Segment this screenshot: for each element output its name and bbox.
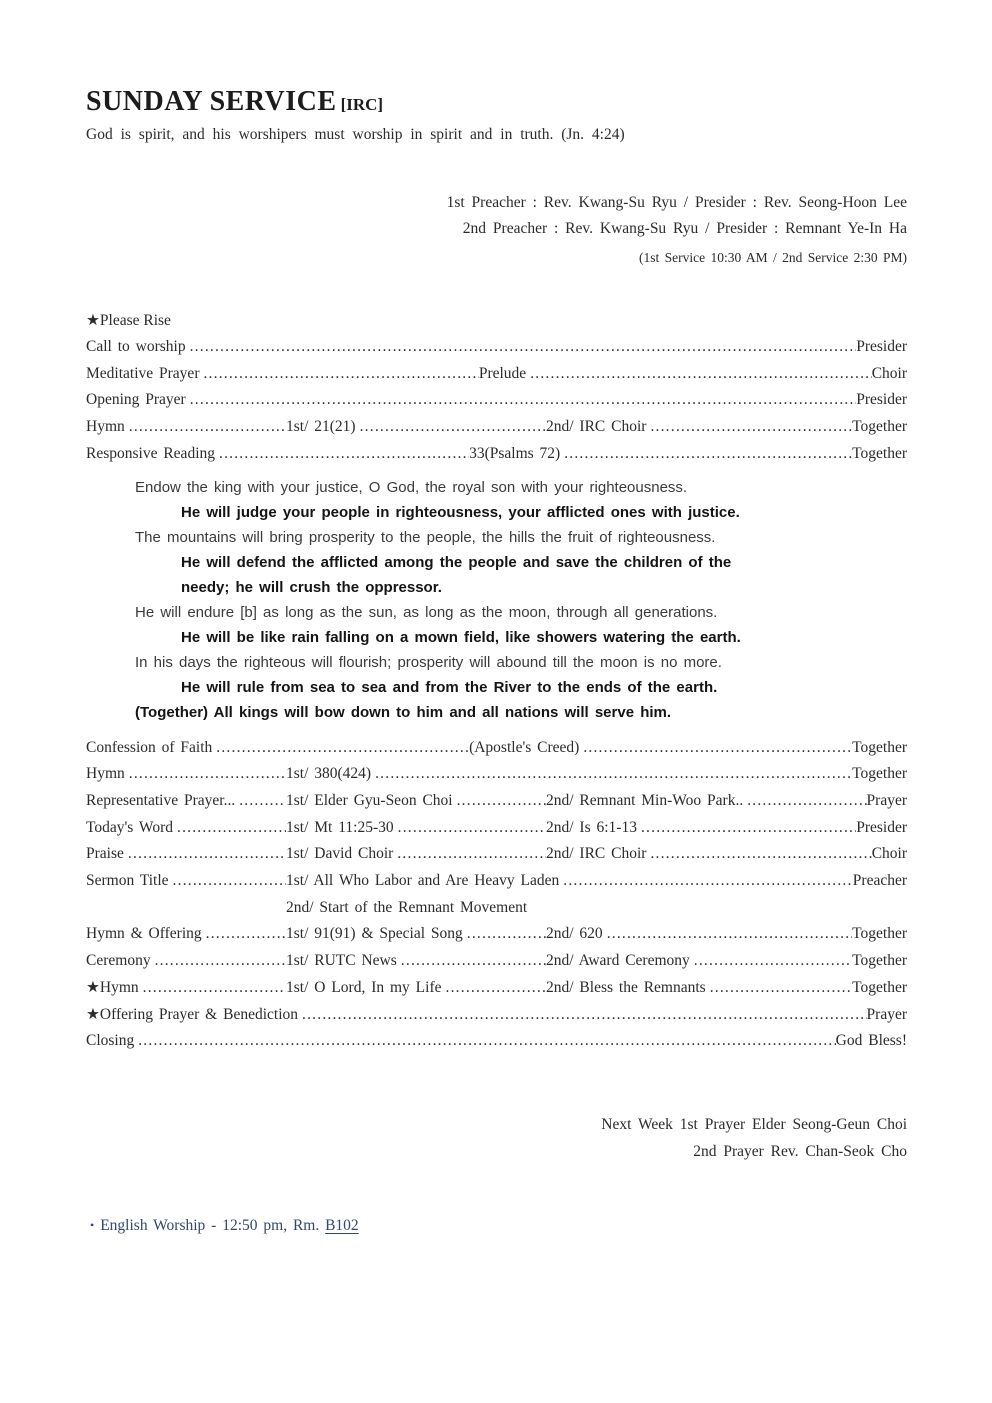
program-cell-group (479, 361, 872, 388)
dot-leader (397, 948, 546, 975)
program-cell-group (546, 788, 867, 815)
dot-leader (559, 868, 853, 895)
next-week-block (86, 1111, 907, 1165)
program-row (86, 868, 907, 895)
program-cell-group (852, 761, 907, 788)
program-cell-group (86, 761, 286, 788)
program-row (86, 815, 907, 842)
program-cell-group (286, 921, 546, 948)
dot-leader (215, 441, 469, 468)
dot-leader (202, 921, 286, 948)
program-cell-group (86, 815, 286, 842)
program-cell-group (286, 948, 546, 975)
english-worship-note (86, 1217, 907, 1235)
program-cell-group (86, 1028, 836, 1055)
scripture-subtitle: God is spirit, and his worshipers must worship in spirit and in truth. (Jn. 4:24) (86, 126, 625, 143)
dot-leader (579, 735, 852, 762)
program-cell: 1st/ All Who Labor and Are Heavy Laden (286, 872, 560, 890)
preacher-line-1: 1st Preacher : Rev. Kwang-Su Ryu / Presider : Rev. Seong-Hoon Lee (446, 194, 907, 211)
program-row (86, 1028, 907, 1055)
dot-leader (212, 735, 469, 762)
program-cell-group (469, 735, 852, 762)
program-cell-group (872, 841, 907, 868)
program-cell: Call to worship (86, 338, 186, 355)
dot-leader (463, 921, 546, 948)
program-cell: 2nd/ 620 (546, 925, 603, 943)
program-row (86, 948, 907, 975)
reading-line: He will endure [b] as long as the sun, as long as the moon, through all generations. (135, 603, 718, 621)
program-row: 2nd/ Start of the Remnant Movement (286, 898, 528, 916)
program-row (86, 975, 907, 1002)
program-cell: ★Hymn (86, 978, 139, 996)
dot-leader (134, 1028, 835, 1055)
program-cell-group (86, 334, 856, 361)
program-cell-group (852, 948, 907, 975)
program-cell: ★Offering Prayer & Benediction (86, 1005, 299, 1023)
dot-leader (169, 868, 286, 895)
program-cell-group (286, 815, 546, 842)
program-cell: 1st/ 380(424) (286, 765, 372, 783)
program-cell: Choir (871, 364, 907, 382)
program-cell-group (286, 761, 852, 788)
program-cell: Choir (871, 845, 907, 863)
program-cell: Presider (856, 818, 907, 836)
program-cell: Opening Prayer (86, 391, 186, 409)
program-cell-group (86, 361, 479, 388)
program-cell: Together (852, 952, 907, 970)
program-cell: God Bless! (835, 1032, 907, 1050)
program-row (86, 334, 907, 361)
program-cell-group (286, 868, 853, 895)
dot-leader (637, 815, 856, 842)
program-cell: 2nd/ IRC Choir (546, 418, 647, 436)
program-cell: Hymn (86, 418, 125, 436)
program-cell: (Apostle's Creed) (469, 738, 580, 756)
program-cell: Together (852, 765, 907, 783)
program-cell-group (856, 387, 907, 414)
program-cell-group (867, 788, 907, 815)
program-cell-group (86, 788, 286, 815)
program-row (86, 761, 907, 788)
program-cell-group (286, 788, 546, 815)
program-cell: Ceremony (86, 952, 151, 970)
reading-line: In his days the righteous will flourish; prosperity will abound till the moon is no more. (135, 653, 722, 671)
program-cell-group (852, 414, 907, 441)
program-row (86, 387, 907, 414)
program-cell: Together (852, 978, 907, 996)
program-cell: 2nd/ IRC Choir (546, 845, 647, 863)
program-cell-group (86, 441, 469, 468)
dot-leader (453, 788, 546, 815)
english-worship-text: English Worship - 12:50 pm, Rm. (100, 1216, 320, 1234)
dot-leader (393, 841, 546, 868)
program-cell: Responsive Reading (86, 444, 215, 462)
program-cell-group (86, 414, 286, 441)
dot-leader (743, 788, 866, 815)
program-cell: Preacher (852, 872, 907, 890)
program-cell-group (86, 921, 286, 948)
program-cell-group (546, 921, 852, 948)
program-cell: Today's Word (86, 818, 173, 836)
program-cell: Closing (86, 1032, 135, 1050)
program-cell-group (86, 1002, 867, 1029)
program-cell: Prayer (866, 791, 907, 809)
program-row (86, 441, 907, 468)
program-cell-group (546, 841, 872, 868)
program-cell: 33(Psalms 72) (469, 444, 561, 462)
program-row (86, 841, 907, 868)
program-cell: 1st/ RUTC News (286, 952, 397, 970)
order-of-worship-part2 (86, 735, 907, 1055)
dot-leader (646, 841, 871, 868)
dot-leader (235, 788, 286, 815)
program-cell-group (836, 1028, 907, 1055)
program-cell: Sermon Title (86, 872, 169, 890)
dot-leader (442, 975, 546, 1002)
program-cell: 1st/ 21(21) (286, 418, 356, 436)
program-cell-group (852, 441, 907, 468)
header (86, 86, 907, 144)
program-cell: Together (852, 925, 907, 943)
dot-leader (173, 815, 286, 842)
dot-leader (186, 387, 856, 414)
program-cell: 2nd/ Bless the Remnants (546, 978, 706, 996)
dot-leader (706, 975, 852, 1002)
program-cell-group (872, 361, 907, 388)
page-title: SUNDAY SERVICE (86, 86, 337, 117)
program-cell-group (86, 975, 286, 1002)
program-cell-group (469, 441, 852, 468)
program-cell-group (286, 841, 546, 868)
program-cell: Meditative Prayer (86, 364, 200, 382)
dot-leader (298, 1002, 867, 1029)
program-cell-group (852, 735, 907, 762)
program-row (86, 1002, 907, 1029)
program-cell-group (852, 921, 907, 948)
program-row (86, 788, 907, 815)
dot-leader (603, 921, 852, 948)
program-cell: 1st/ Mt 11:25-30 (286, 818, 394, 836)
dot-leader (139, 975, 286, 1002)
program-cell-group (867, 1002, 907, 1029)
program-cell-group (546, 414, 852, 441)
order-of-worship-part1 (86, 334, 907, 468)
program-cell: Together (852, 418, 907, 436)
program-cell: Together (852, 444, 907, 462)
reading-line: He will rule from sea to sea and from the River to the ends of the earth. (181, 678, 718, 696)
preacher-line-2: 2nd Preacher : Rev. Kwang-Su Ryu / Presider : Remnant Ye-In Ha (462, 220, 907, 237)
dot-leader (690, 948, 852, 975)
program-row (86, 921, 907, 948)
program-row (86, 735, 907, 762)
program-cell: Prelude (478, 364, 527, 382)
program-cell-group (86, 841, 286, 868)
program-cell: 1st/ Elder Gyu-Seon Choi (286, 791, 453, 809)
program-cell-group (86, 948, 286, 975)
room-number: B102 (325, 1216, 359, 1234)
dot-leader (560, 441, 852, 468)
program-cell-group (852, 975, 907, 1002)
reading-line: needy; he will crush the oppressor. (181, 578, 442, 596)
dot-leader (124, 841, 286, 868)
program-cell-group (86, 387, 856, 414)
program-cell: Prayer (866, 1005, 907, 1023)
next-week-line-2: 2nd Prayer Rev. Chan-Seok Cho (693, 1142, 907, 1160)
reading-line: Endow the king with your justice, O God, the royal son with your righteousness. (135, 478, 688, 496)
dot-leader (394, 815, 546, 842)
program-cell: 2nd/ Remnant Min-Woo Park.. (546, 791, 744, 809)
program-cell-group (286, 975, 546, 1002)
program-cell-group (546, 815, 856, 842)
program-cell: Together (852, 738, 907, 756)
program-cell-group (86, 868, 286, 895)
dot-leader (371, 761, 852, 788)
page-title-tag: [IRC] (340, 95, 384, 114)
service-times: (1st Service 10:30 AM / 2nd Service 2:30 PM) (639, 250, 907, 265)
program-cell: Praise (86, 845, 124, 863)
program-cell-group (546, 975, 852, 1002)
next-week-line-1: Next Week 1st Prayer Elder Seong-Geun Choi (601, 1115, 907, 1133)
program-cell: 2nd/ Is 6:1-13 (546, 818, 637, 836)
reading-line: He will judge your people in righteousness, your afflicted ones with justice. (181, 503, 740, 521)
program-cell-group (86, 735, 469, 762)
program-cell-group (853, 868, 907, 895)
dot-leader (526, 361, 871, 388)
program-cell: Hymn (86, 765, 125, 783)
program-cell: 1st/ 91(91) & Special Song (286, 925, 463, 943)
reading-line: (Together) All kings will bow down to him and all nations will serve him. (135, 703, 672, 721)
program-row (86, 361, 907, 388)
dot-leader (125, 761, 286, 788)
program-cell: Presider (856, 391, 907, 409)
please-rise-note: ★Please Rise (86, 312, 171, 329)
program-cell: Presider (856, 338, 907, 355)
program-cell: 1st/ David Choir (286, 845, 394, 863)
program-cell-group (546, 948, 852, 975)
program-cell-group (856, 815, 907, 842)
program-cell: Confession of Faith (86, 738, 213, 756)
reading-line: The mountains will bring prosperity to the people, the hills the fruit of righteousness. (135, 528, 716, 546)
program-cell: 2nd/ Award Ceremony (546, 952, 690, 970)
program-row (86, 414, 907, 441)
dot-leader (151, 948, 286, 975)
program-cell: Representative Prayer... (86, 791, 236, 809)
program-cell: Hymn & Offering (86, 925, 202, 943)
reading-line: He will be like rain falling on a mown field, like showers watering the earth. (181, 628, 741, 646)
preacher-block (86, 190, 907, 271)
program-cell-group (286, 414, 546, 441)
dot-leader (199, 361, 478, 388)
dot-leader (125, 414, 286, 441)
responsive-reading-text (86, 475, 907, 725)
dot-leader (356, 414, 546, 441)
program-cell: 1st/ O Lord, In my Life (286, 978, 442, 996)
dot-leader (186, 334, 857, 361)
bullet-icon: • (90, 1217, 95, 1232)
dot-leader (646, 414, 852, 441)
program-cell-group (856, 334, 907, 361)
reading-line: He will defend the afflicted among the people and save the children of the (181, 553, 732, 571)
